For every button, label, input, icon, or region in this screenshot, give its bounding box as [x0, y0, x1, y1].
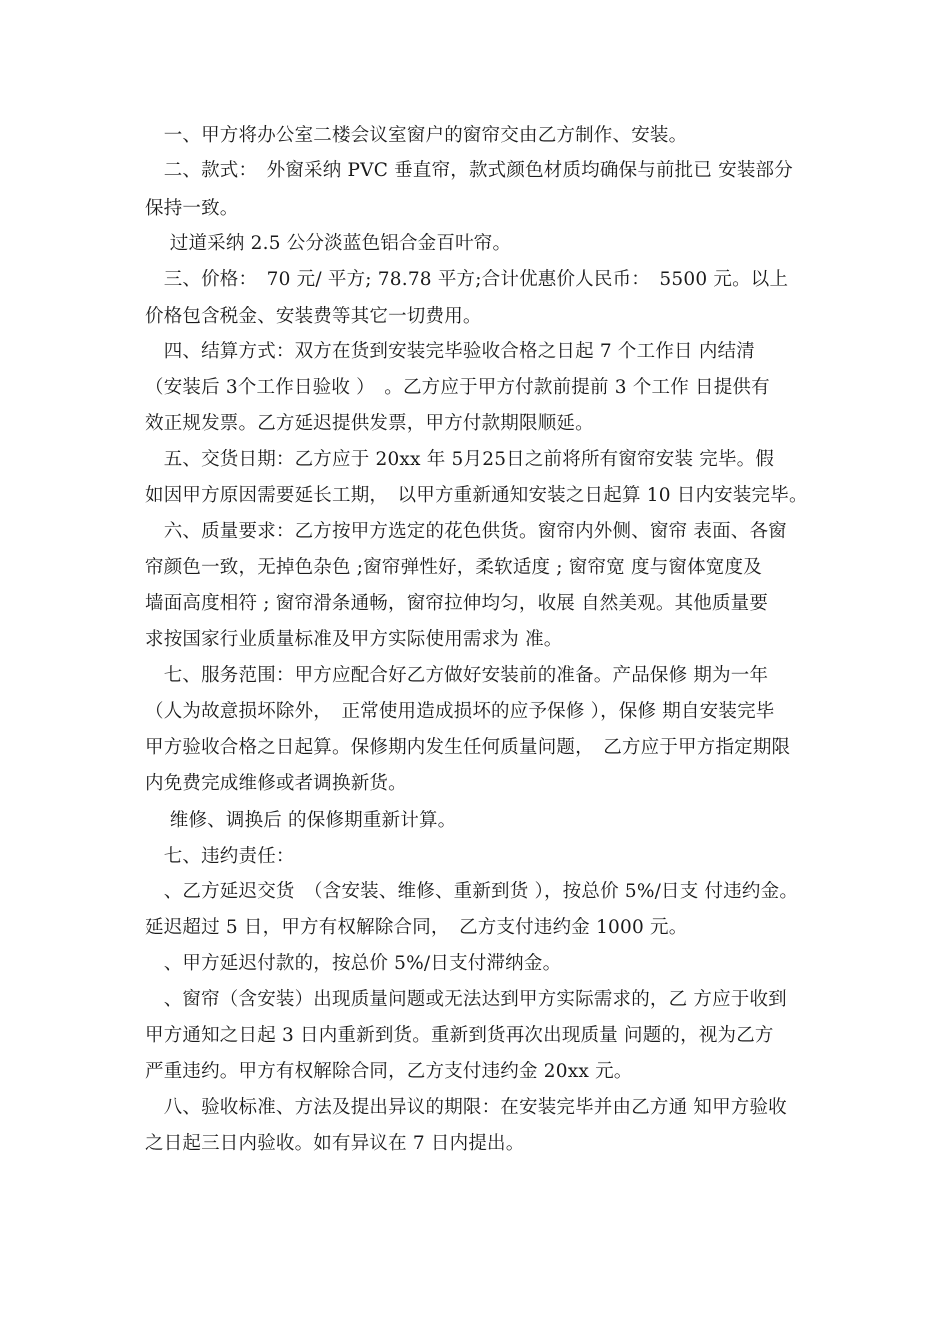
- clause-1-line-1: 一、甲方将办公室二楼会议室窗户的窗帘交由乙方制作、安装。: [145, 125, 688, 146]
- clause-6-line-3: 墙面高度相符 ; 窗帘滑条通畅，窗帘拉伸均匀，收展 自然美观。其他质量要: [145, 593, 769, 614]
- clause-2-line-3: 过道采纳 2.5 公分淡蓝色铝合金百叶帘。: [145, 233, 512, 254]
- clause-6-line-4: 求按国家行业质量标准及甲方实际使用需求为 准。: [145, 629, 563, 650]
- breach-item-3-line-3: 严重违约。甲方有权解除合同，乙方支付违约金 20xx 元。: [145, 1061, 633, 1082]
- clause-6-line-2: 帘颜色一致，无掉色杂色 ;窗帘弹性好，柔软适度 ; 窗帘宽 度与窗体宽度及: [145, 557, 762, 578]
- breach-item-3-line-2: 甲方通知之日起 3 日内重新到货。重新到货再次出现质量 问题的，视为乙方: [145, 1025, 774, 1046]
- clause-5-line-2: 如因甲方原因需要延长工期， 以甲方重新通知安装之日起算 10 日内安装完毕。: [145, 485, 808, 506]
- clause-6-line-1: 六、质量要求：乙方按甲方选定的花色供货。窗帘内外侧、窗帘 表面、各窗: [145, 521, 787, 542]
- breach-item-2-line-1: 、甲方延迟付款的，按总价 5%/日支付滞纳金。: [145, 953, 562, 974]
- clause-7-line-1: 七、服务范围：甲方应配合好乙方做好安装前的准备。产品保修 期为一年: [145, 665, 769, 686]
- clause-4-line-1: 四、结算方式：双方在货到安装完毕验收合格之日起 7 个工作日 内结清: [145, 341, 755, 362]
- breach-item-1-line-2: 延迟超过 5 日，甲方有权解除合同， 乙方支付违约金 1000 元。: [145, 917, 688, 938]
- clause-7-line-3: 甲方验收合格之日起算。保修期内发生任何质量问题， 乙方应于甲方指定期限: [145, 737, 791, 758]
- clause-3-line-1: 三、价格： 70 元/ 平方; 78.78 平方;合计优惠价人民币： 5500 元。以上: [145, 269, 789, 290]
- clause-8-line-2: 之日起三日内验收。如有异议在 7 日内提出。: [145, 1133, 525, 1154]
- breach-heading: 七、违约责任：: [145, 846, 295, 867]
- clause-4-line-2: （安装后 3个工作日验收 ） 。乙方应于甲方付款前提前 3 个工作 日提供有: [145, 377, 770, 398]
- clause-8-line-1: 八、验收标准、方法及提出异议的期限：在安装完毕并由乙方通 知甲方验收: [145, 1097, 787, 1118]
- breach-item-3-line-1: 、窗帘（含安装）出现质量问题或无法达到甲方实际需求的，乙 方应于收到: [145, 989, 787, 1010]
- clause-2-line-2: 保持一致。: [145, 198, 239, 219]
- clause-7-line-2: （人为故意损坏除外， 正常使用造成损坏的应予保修 ），保修 期自安装完毕: [145, 701, 775, 722]
- clause-4-line-3: 效正规发票。乙方延迟提供发票，甲方付款期限顺延。: [145, 413, 594, 434]
- clause-5-line-1: 五、交货日期：乙方应于 20xx 年 5月25日之前将所有窗帘安装 完毕。假: [145, 449, 775, 470]
- clause-2-line-1: 二、款式： 外窗采纳 PVC 垂直帘，款式颜色材质均确保与前批已 安装部分: [145, 160, 793, 181]
- clause-7-line-4: 内免费完成维修或者调换新货。: [145, 773, 407, 794]
- clause-3-line-2: 价格包含税金、安装费等其它一切费用。: [145, 306, 482, 327]
- breach-item-1-line-1: 、乙方延迟交货 （含安装、维修、重新到货 ），按总价 5%/日支 付违约金。: [145, 881, 799, 902]
- clause-7-line-5: 维修、调换后 的保修期重新计算。: [145, 810, 457, 831]
